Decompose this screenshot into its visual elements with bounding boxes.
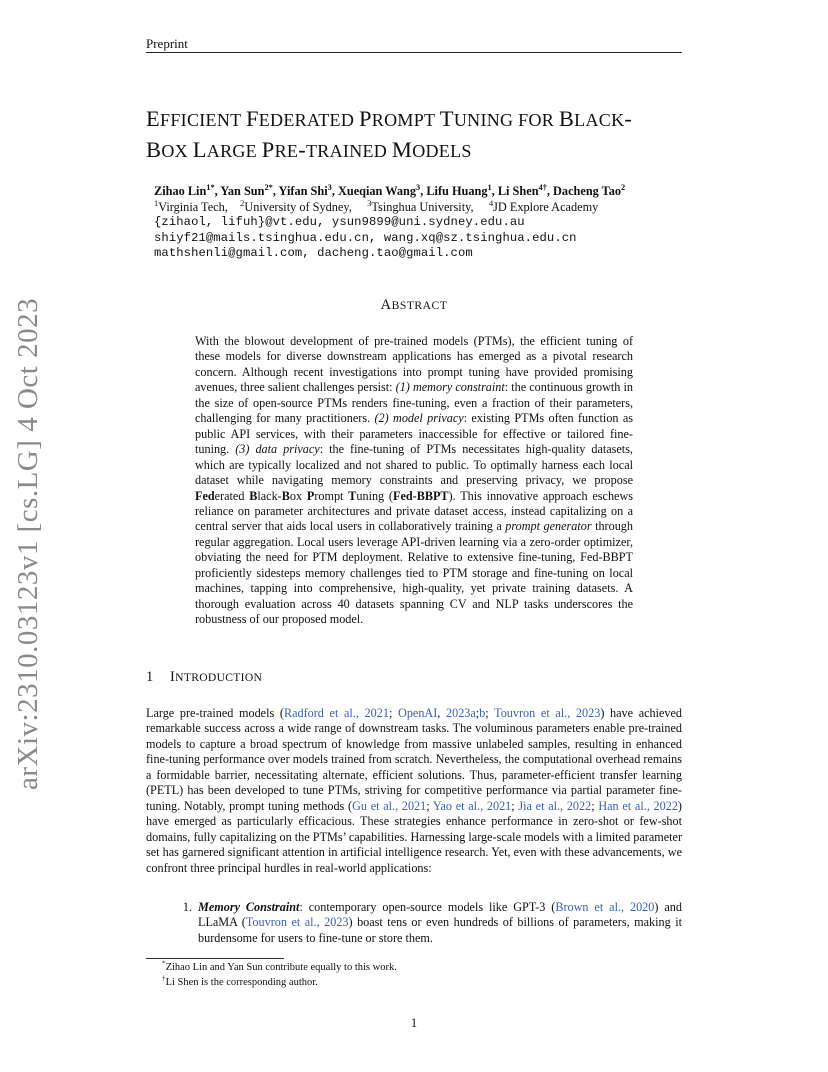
header-rule [146,52,682,53]
title-line-2: BOX LARGE PRE-TRAINED MODELS [146,137,472,162]
running-head: Preprint [146,36,188,51]
citation-link[interactable]: Touvron et al., 2023 [494,706,601,720]
citation-link[interactable]: OpenAI [398,706,438,720]
list-item: 1. Memory Constraint: contemporary open-source models like GPT-3 (Brown et al., 2020) and LLaMA (Touvron et al., 2023) boast tens or even hundreds of billions of parameters, making it burdensome for users to fine-tune or store them. [182,900,682,945]
citation-link[interactable]: Yao et al., 2021 [432,798,512,813]
author: Yan Sun [220,184,265,198]
page-number: 1 [410,1016,418,1030]
citation-link[interactable]: 2023a [446,706,476,720]
author: Dacheng Tao [553,184,622,198]
introduction-paragraph: Large pre-trained models (Radford et al., 2021; OpenAI, 2023a;b; Touvron et al., 2023) have achieved remarkable success across a wide range of downstream tasks. The voluminous parameters enable pre-trained models to capture a broad spectrum of knowledge from massive unlabeled samples, resulting in enhanced fine-tuning performance over models trained from scratch. Nevertheless, the computational overhead remains a formidable barrier, necessitating alternate, efficient solutions. Thus, parameter-efficient transfer learning (PETL) has been developed to tune PTMs, striving for competitive performance via partial parameter fine-tuning. Notably, prompt tuning methods (Gu et al., 2021; Yao et al., 2021; Jia et al., 2022; Han et al., 2022) have emerged as particularly efficacious. These strategies enhance performance in zero-shot or few-shot domains, fully capitalizing on the PTMs’ capabilities. Harnessing large-scale models with a limited parameter set has garnered significant attention in artificial intelligence research. Yet, even with these advancements, we confront three principal hurdles in real-world applications: [146,706,683,875]
paper-title [146,104,706,166]
title-line-1: EFFICIENT FEDERATED PROMPT TUNING FOR BLACK- [146,106,633,131]
citation-link[interactable]: b [479,706,486,720]
arxiv-identifier[interactable]: arXiv:2310.03123v1 [cs.LG] 4 Oct 2023 [12,297,44,790]
author: Yifan Shi [278,184,328,198]
abstract-body: With the blowout development of pre-trained models (PTMs), the efficient tuning of these models for diverse downstream applications has emerged as a pivotal research concern. Although recent investigations into prompt tuning have provided promising avenues, three salient challenges persist: (1) memory constraint: the continuous growth in the size of open-source PTMs renders fine-tuning, even a fraction of their parameters, challenging for many practitioners. (2) model privacy: existing PTMs often function as public API services, with their parameters inaccessible for effective or tailored fine-tuning. (3) data privacy: the fine-tuning of PTMs necessitates high-quality datasets, which are typically localized and not shared to public. To optimally harness each local dataset while navigating memory constraints and preserving privacy, we propose Federated Black-Box Prompt Tuning (Fed-BBPT). This innovative approach eschews reliance on parameter architectures and private dataset access, instead capitalizing on a central server that aids local users in collaboratively training a prompt generator through regular aggregation. Local users leverage API-driven learning via a zero-order optimizer, obviating the need for PTM deployment. Relative to extensive fine-tuning, Fed-BBPT proficiently sidesteps memory challenges tied to PTM storage and fine-tuning on local machines, tapping into comprehensive, high-quality, yet private training datasets. A thorough evaluation across 40 datasets spanning CV and NLP tasks underscores the robustness of our proposed model. [195,334,633,627]
author: Xueqian Wang [337,184,416,198]
author: Li Shen [497,184,539,198]
citation-link[interactable]: Touvron et al., 2023 [245,915,349,930]
footnote: †Li Shen is the corresponding author. [162,974,318,988]
citation-link[interactable]: Jia et al., 2022 [518,798,592,813]
citation-link[interactable]: Gu et al., 2021 [352,798,427,813]
author: Lifu Huang [426,184,488,198]
citation-link[interactable]: Han et al., 2022 [598,798,678,813]
email-line: mathshenli@gmail.com, dacheng.tao@gmail.com [154,246,473,260]
section-heading-introduction: 1 INTRODUCTION [146,669,263,685]
footnote: *Zihao Lin and Yan Sun contribute equally to this work. [162,959,397,973]
challenge-list [146,900,682,946]
author: Zihao Lin [154,184,207,198]
affiliations: $^1$Virginia Tech, $^2$University of Sydney, $^3$Tsinghua University, $^4$JD Explore Academy [154,198,599,214]
citation-link[interactable]: Radford et al., 2021 [283,706,389,720]
author-list: Zihao Lin$^{1*}$, Yan Sun$^{2*}$, Yifan Shi$^3$, Xueqian Wang$^3$, Lifu Huang$^1$, Li Shen$^{4\dagger}$, Dacheng Tao$^2$ [154,182,626,198]
citation-link[interactable]: Brown et al., 2020 [555,900,655,914]
email-line: {zihaol, lifuh}@vt.edu, ysun9899@uni.sydney.edu.au [154,215,525,229]
abstract-heading: ABSTRACT [380,297,448,313]
footnote-rule [146,958,284,959]
email-line: shiyf21@mails.tsinghua.edu.cn, wang.xq@sz.tsinghua.edu.cn [154,231,577,245]
